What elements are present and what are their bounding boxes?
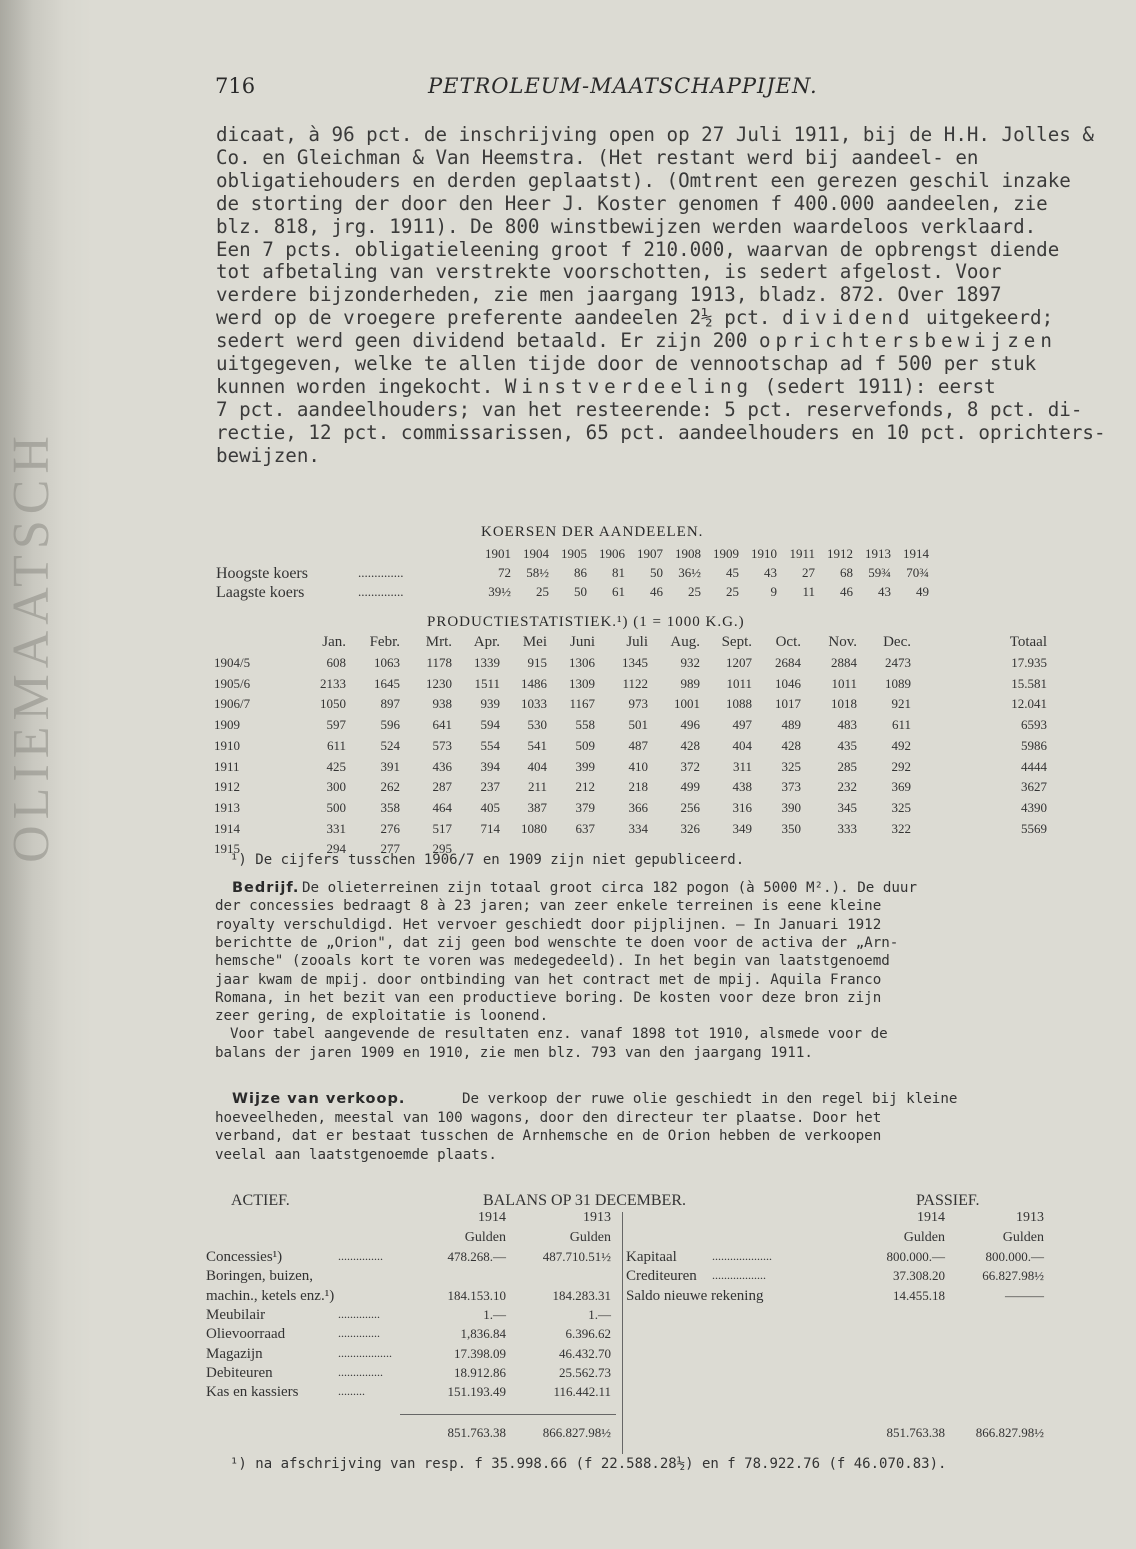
productie-year-label: 1906/7 (214, 696, 251, 712)
koersen-year-header: 1911 (789, 546, 815, 561)
productie-value: 2684 (775, 655, 801, 670)
actief-item-label: machin., ketels enz.¹) (206, 1287, 335, 1304)
bedrijf-line: Romana, in het bezit van een productieve boring. De kosten voor deze bron zijn (215, 989, 882, 1006)
actief-value-1914: 184.153.10 (447, 1287, 506, 1303)
productie-value: 404 (732, 737, 752, 753)
productie-value: 1645 (374, 675, 400, 691)
koersen-year-header: 1913 (865, 546, 891, 561)
bedrijf-line: zeer gering, de exploitatie is loonend. (215, 1008, 549, 1025)
actief-value-1913: 25.562.73 (559, 1364, 611, 1380)
actief-value-1914: 478.268.— (447, 1249, 506, 1264)
productie-value: 489 (781, 717, 801, 733)
koersen-value: 9 (770, 584, 777, 599)
bedrijf-heading: Bedrijf. (232, 880, 300, 896)
actief-title: ACTIEF. (231, 1192, 290, 1209)
productie-value: 1046 (775, 675, 801, 691)
productie-year-label: 1910 (214, 737, 240, 753)
productie-year-label: 1914 (214, 820, 240, 836)
productie-value: 500 (326, 799, 346, 815)
productie-value: 256 (680, 799, 700, 815)
productie-value: 379 (575, 799, 595, 815)
koersen-year-header: 1904 (523, 546, 549, 561)
bedrijf-line: royalty verschuldigd. Het vervoer geschiedt door pijplijnen. — In Januari 1912 (215, 916, 882, 933)
productie-value: 345 (837, 799, 857, 815)
koersen-value: 49 (916, 584, 929, 599)
productie-month-header: Nov. (828, 634, 857, 650)
text-line: Co. en Gleichman & Van Heemstra. (Het restant werd bij aandeel- en (216, 145, 979, 169)
productie-value: 499 (680, 779, 700, 795)
actief-item-dots: .............. (338, 1326, 380, 1341)
actief-item-dots: ............... (338, 1249, 383, 1263)
actief-item-label: Kas en kassiers (206, 1384, 299, 1401)
actief-item-dots: .................. (338, 1345, 392, 1360)
text-line: bewijzen. (216, 443, 320, 467)
actief-value-1914: 151.193.49 (447, 1384, 506, 1400)
koersen-value: 72 (498, 565, 511, 580)
passief-item-label: Saldo nieuwe rekening (626, 1287, 764, 1304)
koersen-value: 58½ (526, 565, 549, 580)
productie-value: 594 (480, 717, 500, 733)
passief-value-1913: 800.000.— (985, 1249, 1044, 1264)
productie-value: 611 (326, 737, 346, 753)
productie-month-header: Totaal (1009, 634, 1047, 650)
koersen-value: 61 (612, 584, 625, 599)
verkoop-line: veelal aan laatstgenoemde plaats. (215, 1146, 497, 1163)
actief-total-rule (400, 1414, 616, 1415)
koersen-value: 45 (726, 565, 739, 580)
productie-value: 1309 (569, 675, 595, 691)
productie-year-label: 1905/6 (214, 675, 251, 691)
actief-value-1913: 116.442.11 (553, 1384, 611, 1400)
productie-value: 1033 (521, 696, 547, 712)
passief-value-1913: 66.827.98½ (982, 1268, 1044, 1284)
text-line: blz. 818, jrg. 1911). De 800 winstbewijzen werden waardeloos verklaard. (216, 214, 1037, 238)
productie-year-label: 1911 (214, 758, 240, 774)
productie-value: 428 (680, 737, 700, 753)
productie-month-header: Mei (522, 634, 547, 650)
productie-value: 5569 (1021, 820, 1047, 836)
productie-value: 390 (781, 799, 801, 815)
productie-value: 1001 (674, 696, 700, 712)
productie-value: 573 (432, 737, 452, 753)
productie-value: 277 (380, 841, 400, 857)
productie-month-header: Febr. (369, 634, 400, 650)
koersen-year-header: 1909 (713, 546, 739, 561)
productie-value: 294 (326, 841, 346, 857)
productie-year-label: 1915 (214, 841, 240, 857)
productie-value: 1178 (426, 655, 452, 670)
productie-value: 1080 (521, 820, 547, 836)
actief-value-1914: 18.912.86 (454, 1364, 506, 1380)
passief-year-header: 1914 (917, 1210, 945, 1225)
koersen-value: 25 (726, 584, 739, 599)
productie-value: 558 (575, 717, 595, 733)
actief-item-label: Concessies¹) (206, 1249, 283, 1265)
text-line-dividend: werd op de vroegere preferente aandeelen 2½ pct. dividend uitgekeerd; (216, 306, 1054, 330)
text-line: verdere bijzonderheden, zie men jaargang 1913, bladz. 872. Over 1897 (216, 283, 1002, 307)
actief-unit-header: Gulden (569, 1230, 611, 1245)
productie-footnote: ¹) De cijfers tusschen 1906/7 en 1909 zijn niet gepubliceerd. (230, 852, 745, 868)
koersen-value: 43 (878, 584, 891, 599)
productie-value: 404 (527, 758, 547, 774)
productie-value: 487 (628, 737, 648, 753)
productie-value: 276 (380, 820, 400, 836)
passief-total-1913: 866.827.98½ (975, 1425, 1044, 1440)
passief-value-1913: ——— (1005, 1287, 1044, 1303)
productie-value: 4444 (1021, 758, 1047, 774)
productie-value: 509 (575, 737, 595, 753)
productie-value: 4390 (1021, 799, 1047, 815)
productie-value: 897 (380, 696, 400, 712)
productie-month-header: Apr. (473, 634, 500, 650)
productie-value: 369 (891, 779, 911, 795)
productie-value: 1063 (374, 655, 400, 670)
productie-value: 428 (781, 737, 801, 753)
productie-value: 915 (527, 655, 547, 670)
productie-value: 1011 (726, 675, 752, 691)
text-line: rectie, 12 pct. commissarissen, 65 pct. aandeelhouders en 10 pct. oprichters- (216, 420, 1106, 444)
koersen-value: 46 (650, 584, 663, 599)
actief-unit-header: Gulden (464, 1230, 506, 1245)
actief-value-1913: 46.432.70 (559, 1345, 611, 1361)
productie-value: 714 (480, 820, 500, 836)
productie-value: 405 (480, 799, 500, 815)
productie-value: 311 (732, 758, 752, 774)
productie-month-header: Juli (626, 634, 648, 650)
passief-title: PASSIEF. (916, 1192, 980, 1209)
productie-value: 300 (326, 779, 346, 795)
productie-value: 285 (837, 758, 857, 774)
koersen-value: 25 (688, 584, 701, 599)
actief-value-1913: 6.396.62 (565, 1326, 611, 1342)
productie-value: 1167 (569, 696, 595, 712)
productie-value: 1207 (726, 655, 752, 670)
koersen-year-header: 1906 (599, 546, 625, 561)
productie-value: 325 (891, 799, 911, 815)
koersen-row-label: Laagste koers (216, 584, 305, 601)
productie-value: 464 (432, 799, 452, 815)
productie-value: 212 (575, 779, 595, 795)
productie-value: 218 (628, 779, 648, 795)
koersen-value: 59¾ (868, 565, 891, 580)
productie-value: 608 (326, 655, 346, 670)
productie-value: 316 (732, 799, 752, 815)
text-line: obligatiehouders en derden geplaatst). (Omtrent een gerezen geschil inzake (216, 168, 1071, 192)
productie-value: 554 (480, 737, 500, 753)
bedrijf-line: jaar kwam de mpij. door ontbinding van het contract met de mpij. Aquila Franco (215, 971, 882, 988)
productie-year-label: 1913 (214, 799, 240, 815)
productie-value: 637 (575, 820, 595, 836)
productie-value: 394 (480, 758, 500, 774)
productie-value: 6593 (1021, 717, 1047, 733)
actief-item-dots: ............... (338, 1364, 383, 1379)
productie-value: 322 (891, 820, 911, 836)
koersen-value: 81 (612, 565, 625, 580)
actief-year-header: 1913 (583, 1210, 611, 1225)
productie-value: 262 (380, 779, 400, 795)
productie-value: 1088 (726, 696, 752, 712)
productie-title: PRODUCTIESTATISTIEK.¹) (1 = 1000 K.G.) (427, 614, 745, 630)
productie-value: 232 (837, 779, 857, 795)
bedrijf-line: De olieterreinen zijn totaal groot circa 182 pogon (à 5000 M².). De duur (302, 880, 917, 896)
productie-value: 237 (480, 779, 500, 795)
productie-month-header: Oct. (775, 634, 801, 650)
productie-month-header: Mrt. (425, 634, 452, 650)
passief-item-dots: .................... (712, 1249, 772, 1263)
productie-value: 331 (326, 820, 346, 836)
productie-value: 387 (527, 799, 547, 815)
productie-value: 541 (527, 737, 547, 753)
bedrijf-line: berichtte de „Orion", dat zij geen bod wenschte te doen voor de activa der „Arn- (215, 934, 899, 951)
productie-value: 939 (480, 696, 500, 712)
productie-value: 5986 (1021, 737, 1047, 753)
productie-month-header: Dec. (883, 634, 911, 650)
passief-unit-header: Gulden (903, 1230, 945, 1245)
passief-total-1914: 851.763.38 (886, 1425, 945, 1440)
productie-value: 2884 (831, 655, 857, 670)
bedrijf-line: balans der jaren 1909 en 1910, zie men blz. 793 van den jaargang 1911. (215, 1044, 813, 1061)
koersen-year-header: 1905 (561, 546, 587, 561)
productie-value: 1089 (885, 675, 911, 691)
actief-value-1914: 17.398.09 (454, 1345, 506, 1361)
productie-value: 1050 (320, 696, 346, 712)
productie-value: 596 (380, 717, 400, 733)
bedrijf-line: hemsche" (zooals kort te voren was medegedeeld). In het begin van laatstgenoemd (215, 953, 890, 970)
passief-value-1914: 14.455.18 (893, 1287, 945, 1303)
productie-value: 496 (680, 717, 700, 733)
koersen-year-header: 1908 (675, 546, 701, 561)
productie-value: 3627 (1021, 779, 1047, 795)
productie-value: 597 (326, 717, 346, 733)
book-binding-edge (0, 0, 92, 1549)
actief-item-dots: ......... (338, 1384, 365, 1399)
productie-value: 2133 (320, 675, 346, 691)
koersen-row-dots: .............. (358, 565, 404, 580)
productie-value: 501 (628, 717, 648, 733)
actief-value-1914: 1.— (483, 1306, 506, 1322)
productie-value: 973 (628, 696, 648, 712)
koersen-value: 11 (802, 584, 815, 599)
text-line: de storting der door den Heer J. Koster genomen f 400.000 aandeelen, zie (216, 191, 1048, 215)
koersen-value: 50 (650, 565, 663, 580)
productie-value: 211 (527, 779, 547, 795)
productie-value: 391 (380, 758, 400, 774)
text-line: uitgegeven, welke te allen tijde door de vennootschap ad f 500 per stuk (216, 352, 1037, 376)
productie-value: 641 (432, 717, 452, 733)
productie-value: 1230 (426, 675, 452, 691)
productie-value: 366 (628, 799, 648, 815)
koersen-value: 46 (840, 584, 853, 599)
actief-value-1914: 1,836.84 (460, 1326, 506, 1342)
productie-value: 326 (680, 820, 700, 836)
text-line: dicaat, à 96 pct. de inschrijving open op 27 Juli 1911, bij de H.H. Jolles & (216, 123, 1094, 146)
koersen-title: KOERSEN DER AANDEELEN. (481, 524, 704, 540)
actief-total-1913: 866.827.98½ (542, 1425, 611, 1440)
actief-value-1913: 487.710.51½ (542, 1249, 611, 1264)
productie-value: 1122 (622, 675, 648, 691)
text-line: Een 7 pcts. obligatieleening groot f 210.000, waarvan de opbrengst diende (216, 237, 1060, 261)
productie-year-label: 1912 (214, 779, 240, 795)
productie-value: 1017 (775, 696, 801, 712)
koersen-value: 43 (764, 565, 777, 580)
productie-value: 12.041 (1011, 696, 1047, 712)
text-line-oprichters: sedert werd geen dividend betaald. Er zijn 200 oprichtersbewijzen (216, 329, 1057, 353)
productie-value: 524 (380, 737, 400, 753)
balans-divider (622, 1212, 623, 1454)
actief-item-label: Magazijn (206, 1345, 263, 1362)
bedrijf-line: Voor tabel aangevende de resultaten enz. vanaf 1898 tot 1910, alsmede voor de (230, 1026, 888, 1043)
verkoop-line: De verkoop der ruwe olie geschiedt in den regel bij kleine (462, 1091, 958, 1107)
productie-value: 349 (732, 820, 752, 836)
running-title: PETROLEUM-MAATSCHAPPIJEN. (428, 74, 818, 98)
passief-value-1914: 800.000.— (886, 1249, 945, 1264)
text-line: tot afbetaling van verstrekte voorschotten, is sedert afgelost. Voor (216, 260, 1002, 284)
balans-footnote: ¹) na afschrijving van resp. f 35.998.66 (f 22.588.28½) en f 78.922.76 (f 46.070.83). (230, 1456, 947, 1472)
productie-value: 399 (575, 758, 595, 774)
productie-value: 1345 (622, 655, 648, 670)
productie-value: 17.935 (1011, 655, 1047, 670)
balans-title: BALANS OP 31 DECEMBER. (483, 1192, 686, 1209)
passief-item-label: Kapitaal (626, 1249, 677, 1265)
actief-value-1913: 184.283.31 (552, 1287, 611, 1303)
spaced-term: Winstverdeeling (504, 374, 754, 398)
intro-paragraph (216, 123, 1106, 468)
productie-value: 1339 (474, 655, 500, 670)
actief-item-dots: .............. (338, 1306, 380, 1321)
productie-value: 333 (837, 820, 857, 836)
verkoop-line: verband, dat er bestaat tusschen de Arnhemsche en de Orion hebben de verkoopen (215, 1128, 882, 1144)
productie-month-header: Juni (569, 634, 595, 650)
productie-year-label: 1909 (214, 717, 240, 733)
productie-value: 1306 (569, 655, 595, 670)
koersen-row-label: Hoogste koers (216, 565, 308, 582)
koersen-value: 86 (574, 565, 587, 580)
koersen-year-header: 1912 (827, 546, 853, 561)
productie-value: 325 (781, 758, 801, 774)
koersen-value: 27 (802, 565, 815, 580)
productie-value: 2473 (885, 655, 911, 670)
productie-value: 292 (891, 758, 911, 774)
productie-value: 358 (380, 799, 400, 815)
productie-value: 436 (432, 758, 452, 774)
actief-item-label: Boringen, buizen, (206, 1268, 314, 1285)
text-line: 7 pct. aandeelhouders; van het resteerende: 5 pct. reservefonds, 8 pct. di- (216, 397, 1083, 421)
passief-unit-header: Gulden (1002, 1230, 1044, 1245)
productie-value: 989 (680, 675, 700, 691)
actief-item-label: Olievoorraad (206, 1326, 286, 1343)
passief-item-label: Crediteuren (626, 1268, 697, 1285)
productie-value: 372 (680, 758, 700, 774)
productie-value: 1011 (831, 675, 857, 691)
koersen-year-header: 1901 (485, 546, 511, 561)
passief-item-dots: .................. (712, 1268, 766, 1283)
productie-value: 373 (781, 779, 801, 795)
productie-month-header: Aug. (670, 634, 700, 650)
text-line-winst: kunnen worden ingekocht. Winstverdeeling (sedert 1911): eerst (216, 374, 996, 398)
productie-value: 497 (732, 717, 752, 733)
productie-month-header: Sept. (721, 634, 752, 650)
koersen-value: 50 (574, 584, 587, 599)
koersen-year-header: 1907 (637, 546, 663, 561)
productie-value: 492 (891, 737, 911, 753)
spaced-term: oprichtersbewijzen (758, 329, 1057, 353)
page-number: 716 (215, 74, 256, 98)
passief-year-header: 1913 (1016, 1210, 1044, 1225)
verkoop-line: hoeveelheden, meestal van 100 wagons, door den directeur ter plaatse. Door het (215, 1109, 882, 1126)
productie-value: 1486 (521, 675, 547, 691)
productie-value: 611 (891, 717, 911, 733)
koersen-value: 36½ (678, 565, 701, 580)
koersen-value: 25 (536, 584, 549, 599)
actief-year-header: 1914 (478, 1210, 506, 1225)
productie-value: 295 (432, 841, 452, 857)
productie-month-header: Jan. (322, 634, 346, 650)
productie-value: 350 (781, 820, 801, 836)
productie-value: 438 (732, 779, 752, 795)
koersen-value: 68 (840, 565, 853, 580)
actief-total-1914: 851.763.38 (447, 1425, 506, 1440)
koersen-value: 70¾ (906, 565, 929, 580)
productie-value: 410 (628, 758, 648, 774)
productie-value: 517 (432, 820, 452, 836)
bedrijf-line: der concessies bedraagt 8 à 23 jaren; van zeer enkele terreinen is eene kleine (215, 898, 882, 915)
koersen-value: 39½ (488, 584, 511, 599)
productie-value: 1511 (474, 675, 500, 691)
actief-item-label: Debiteuren (206, 1364, 273, 1381)
productie-value: 425 (326, 758, 346, 774)
productie-value: 938 (432, 696, 452, 712)
productie-year-label: 1904/5 (214, 655, 251, 670)
koersen-year-header: 1914 (903, 546, 929, 561)
actief-item-label: Meubilair (206, 1306, 266, 1323)
productie-value: 435 (837, 737, 857, 753)
productie-value: 483 (837, 717, 857, 733)
productie-value: 932 (680, 655, 700, 670)
productie-value: 1018 (831, 696, 857, 712)
productie-value: 334 (628, 820, 648, 836)
spaced-term: dividend (782, 306, 915, 330)
binding-text: OLIEMAATSCH (3, 430, 60, 863)
verkoop-heading: Wijze van verkoop. (232, 1091, 406, 1107)
productie-value: 530 (527, 717, 547, 733)
actief-value-1913: 1.— (588, 1306, 611, 1322)
productie-value: 15.581 (1011, 675, 1047, 691)
productie-value: 921 (891, 696, 911, 712)
koersen-row-dots: .............. (358, 584, 404, 599)
passief-value-1914: 37.308.20 (893, 1268, 945, 1284)
productie-value: 287 (432, 779, 452, 795)
koersen-year-header: 1910 (751, 546, 777, 561)
